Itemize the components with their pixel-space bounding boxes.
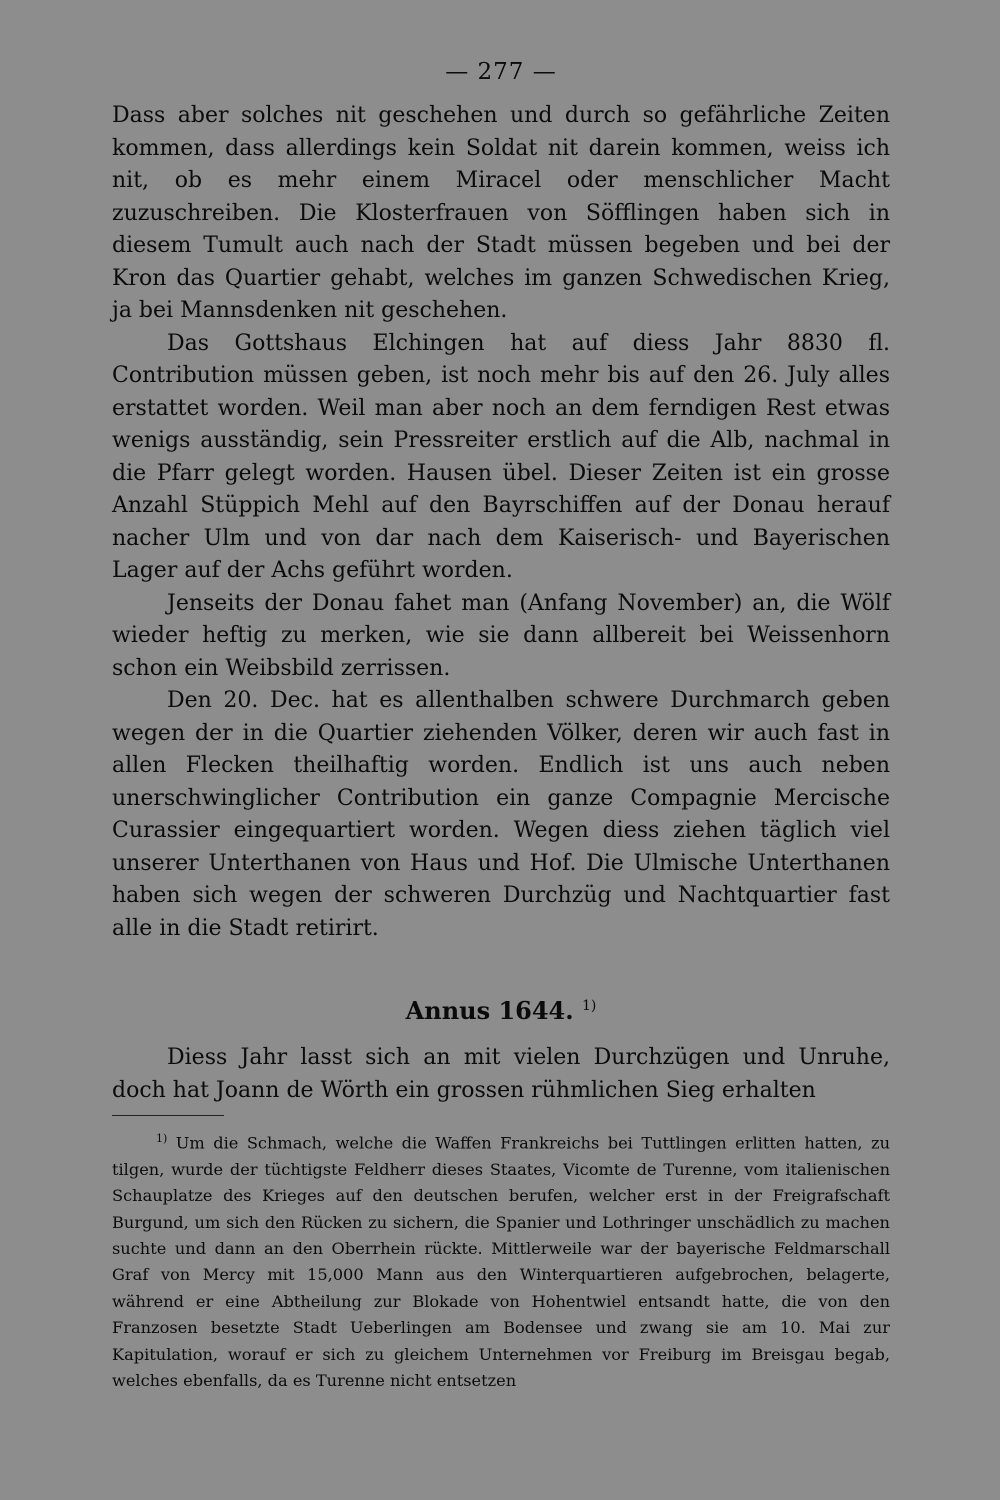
footnotes: [112, 1126, 890, 1394]
section-text: [112, 1042, 890, 1107]
footnote-1: [112, 1126, 890, 1394]
main-text: [112, 100, 890, 945]
paragraph-2: Das Gottshaus Elchingen hat auf diess Jahr 8830 fl. Contribution müssen geben, ist noch mehr bis auf den 26. July alles erstattet worden. Weil man aber noch an dem ferndigen Rest etwas wenigs ausständig, sein Pressreiter erstlich auf die Alb, nachmal in die Pfarr gelegt worden. Hausen übel. Dieser Zeiten ist ein grosse Anzahl Stüppich Mehl auf den Bayrschiffen auf der Donau herauf nacher Ulm und von dar nach dem Kaiserisch- und Bayerischen Lager auf der Achs geführt worden.: [112, 330, 890, 583]
section-title: Annus 1644.: [405, 996, 574, 1025]
paragraph-3: Jenseits der Donau fahet man (Anfang November) an, die Wölf wieder heftig zu merken, wie sie dann allbereit bei Weissenhorn schon ein Weibsbild zerrissen.: [112, 590, 890, 681]
footnote-divider: [112, 1115, 224, 1116]
paragraph-4: Den 20. Dec. hat es allenthalben schwere Durchmarch geben wegen der in die Quartier ziehenden Völker, deren wir auch fast in allen Flecken theilhaftig worden. Endlich ist uns auch neben unerschwinglicher Contribution ein ganze Compagnie Mercische Curassier eingequartiert worden. Wegen diess ziehen täglich viel unserer Unterthanen von Haus und Hof. Die Ulmische Unterthanen haben sich wegen der schweren Durchzüg und Nachtquartier fast alle in die Stadt retirirt.: [112, 688, 890, 941]
footnote-reference: 1): [581, 998, 597, 1014]
paragraph-1: Dass aber solches nit geschehen und durch so gefährliche Zeiten kommen, dass allerdings kein Soldat nit darein kommen, weiss ich nit, ob es mehr einem Miracel oder menschlicher Macht zuzuschreiben. Die Klosterfrauen von Söfflingen haben sich in diesem Tumult auch nach der Stadt müssen begeben und bei der Kron das Quartier gehabt, welches im ganzen Schwedischen Krieg, ja bei Mannsdenken nit geschehen.: [112, 103, 890, 323]
section-heading: [112, 989, 890, 1028]
book-page: [112, 52, 890, 1394]
section-paragraph-1: Diess Jahr lasst sich an mit vielen Durchzügen und Unruhe, doch hat Joann de Wörth ein grossen rühmlichen Sieg erhalten: [112, 1045, 890, 1103]
page-number: — 277 —: [445, 59, 557, 85]
footnote-text: Um die Schmach, welche die Waffen Frankreichs bei Tuttlingen erlitten hatten, zu tilgen, wurde der tüchtigste Feldherr dieses Staates, Vicomte de Turenne, vom italienischen Schauplatze des Krieges auf den deutschen berufen, welcher erst in der Freigrafschaft Burgund, um sich den Rücken zu sichern, die Spanier und Lothringer unschädlich zu machen suchte und dann an den Oberrhein rückte. Mittlerweile war der bayerische Feldmarschall Graf von Mercy mit 15,000 Mann aus den Winterquartieren aufgebrochen, belagerte, während er eine Abtheilung zur Blokade von Hohentwiel entsandt hatte, die von den Franzosen besetzte Stadt Ueberlingen am Bodensee und zwang sie am 10. Mai zur Kapitulation, worauf er sich zu gleichem Unternehmen vor Freiburg im Breisgau begab, welches ebenfalls, da es Turenne nicht entsetzen: [112, 1133, 890, 1391]
footnote-marker: 1): [156, 1132, 168, 1145]
